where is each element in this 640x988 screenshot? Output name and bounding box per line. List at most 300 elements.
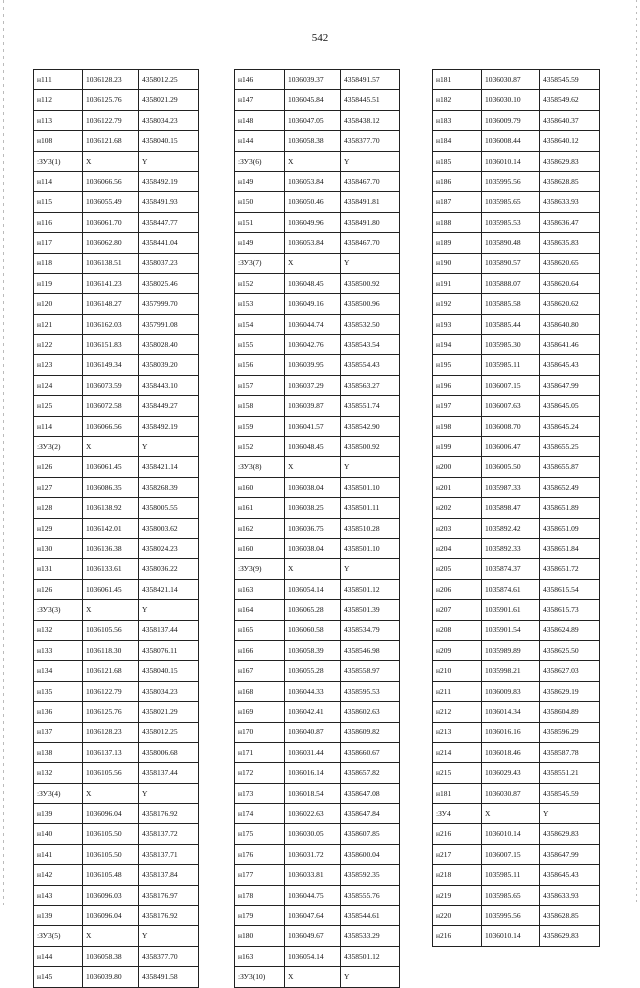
x-coordinate-cell: 1036036.75	[285, 518, 341, 538]
point-id-cell: н131	[34, 559, 83, 579]
point-id-cell: н188	[433, 212, 482, 232]
y-coordinate-cell: 4358491.57	[341, 70, 400, 90]
x-coordinate-cell: 1036105.50	[83, 824, 139, 844]
point-id-cell: н119	[34, 273, 83, 293]
table-row	[235, 946, 400, 966]
x-coordinate-cell: 1036072.58	[83, 396, 139, 416]
y-coordinate-cell: 4358633.93	[540, 885, 600, 905]
x-coordinate-cell: 1036054.14	[285, 946, 341, 966]
y-coordinate-cell: 4358441.04	[139, 233, 199, 253]
point-id-cell: н129	[34, 518, 83, 538]
table-row	[235, 702, 400, 722]
x-coordinate-cell: 1036162.03	[83, 314, 139, 334]
table-row	[34, 355, 199, 375]
point-id-cell: н171	[235, 742, 285, 762]
x-coordinate-cell: 1036008.70	[482, 416, 540, 436]
y-coordinate-cell: 4358447.77	[139, 212, 199, 232]
x-coordinate-cell: 1035874.37	[482, 559, 540, 579]
y-coordinate-cell: 4358607.85	[341, 824, 400, 844]
x-coordinate-cell: 1036138.92	[83, 498, 139, 518]
x-coordinate-cell: X	[83, 600, 139, 620]
point-id-cell: н193	[433, 314, 482, 334]
x-coordinate-cell: X	[83, 926, 139, 946]
point-id-cell: н130	[34, 538, 83, 558]
point-id-cell: н187	[433, 192, 482, 212]
table-row	[34, 253, 199, 273]
x-coordinate-cell: 1036038.04	[285, 538, 341, 558]
y-coordinate-cell: 4358501.12	[341, 579, 400, 599]
point-id-cell: н141	[34, 844, 83, 864]
x-coordinate-cell: 1036047.05	[285, 110, 341, 130]
y-coordinate-cell: 4358012.25	[139, 70, 199, 90]
table-row	[235, 600, 400, 620]
point-id-cell: н112	[34, 90, 83, 110]
x-coordinate-cell: 1036018.54	[285, 783, 341, 803]
x-coordinate-cell: 1036022.63	[285, 804, 341, 824]
table-row	[433, 498, 600, 518]
y-coordinate-cell: 4358629.83	[540, 824, 600, 844]
x-coordinate-cell: 1036042.41	[285, 702, 341, 722]
table-row	[34, 926, 199, 946]
point-id-cell: н204	[433, 538, 482, 558]
table-row	[433, 906, 600, 926]
point-id-cell: н121	[34, 314, 83, 334]
point-id-cell: н209	[433, 640, 482, 660]
table-row	[34, 661, 199, 681]
x-coordinate-cell: 1036048.45	[285, 437, 341, 457]
point-id-cell: :ЗУ3(10)	[235, 967, 285, 987]
x-coordinate-cell: X	[285, 253, 341, 273]
x-coordinate-cell: 1035890.48	[482, 233, 540, 253]
y-coordinate-cell: 4358176.92	[139, 906, 199, 926]
table-row	[34, 437, 199, 457]
point-id-cell: н163	[235, 579, 285, 599]
table-row	[433, 131, 600, 151]
table-row	[34, 742, 199, 762]
x-coordinate-cell: 1035985.11	[482, 355, 540, 375]
table-row	[433, 457, 600, 477]
x-coordinate-cell: 1036044.74	[285, 314, 341, 334]
y-coordinate-cell: 4358640.37	[540, 110, 600, 130]
y-coordinate-cell: 4358651.09	[540, 518, 600, 538]
x-coordinate-cell: 1035987.33	[482, 477, 540, 497]
table-row	[235, 314, 400, 334]
y-coordinate-cell: 4358620.65	[540, 253, 600, 273]
table-row	[34, 620, 199, 640]
y-coordinate-cell: 4358633.93	[540, 192, 600, 212]
table-row	[433, 681, 600, 701]
x-coordinate-cell: 1036038.25	[285, 498, 341, 518]
scan-edge-left	[3, 0, 4, 905]
x-coordinate-cell: 1035892.33	[482, 538, 540, 558]
table-row	[433, 314, 600, 334]
y-coordinate-cell: 4358467.70	[341, 233, 400, 253]
y-coordinate-cell: 4358421.14	[139, 457, 199, 477]
point-id-cell: н219	[433, 885, 482, 905]
y-coordinate-cell: 4358021.29	[139, 702, 199, 722]
y-coordinate-cell: 4358551.74	[341, 396, 400, 416]
y-coordinate-cell: 4358533.29	[341, 926, 400, 946]
point-id-cell: н146	[235, 70, 285, 90]
x-coordinate-cell: 1036086.35	[83, 477, 139, 497]
table-row	[433, 600, 600, 620]
table-row	[433, 233, 600, 253]
y-coordinate-cell: 4358615.54	[540, 579, 600, 599]
point-id-cell: н124	[34, 375, 83, 395]
x-coordinate-cell: X	[285, 457, 341, 477]
y-coordinate-cell: 4358076.11	[139, 640, 199, 660]
y-coordinate-cell: Y	[341, 559, 400, 579]
x-coordinate-cell: 1036010.14	[482, 926, 540, 946]
x-coordinate-cell: 1036062.80	[83, 233, 139, 253]
table-row	[235, 477, 400, 497]
table-row	[235, 661, 400, 681]
y-coordinate-cell: 4358647.84	[341, 804, 400, 824]
y-coordinate-cell: 4358532.50	[341, 314, 400, 334]
x-coordinate-cell: 1036039.95	[285, 355, 341, 375]
point-id-cell: н108	[34, 131, 83, 151]
y-coordinate-cell: 4358655.25	[540, 437, 600, 457]
point-id-cell: н144	[235, 131, 285, 151]
y-coordinate-cell: 4358501.10	[341, 538, 400, 558]
x-coordinate-cell: 1035985.53	[482, 212, 540, 232]
table-row	[433, 824, 600, 844]
x-coordinate-cell: 1036096.03	[83, 885, 139, 905]
table-row	[235, 131, 400, 151]
table-row	[34, 212, 199, 232]
x-coordinate-cell: 1036053.84	[285, 171, 341, 191]
table-row	[235, 437, 400, 457]
y-coordinate-cell: 4358491.58	[139, 967, 199, 987]
y-coordinate-cell: 4358655.87	[540, 457, 600, 477]
y-coordinate-cell: 4358545.59	[540, 70, 600, 90]
x-coordinate-cell: 1035995.56	[482, 906, 540, 926]
x-coordinate-cell: 1035995.56	[482, 171, 540, 191]
table-row	[235, 273, 400, 293]
x-coordinate-cell: 1036058.38	[83, 946, 139, 966]
y-coordinate-cell: 4358377.70	[139, 946, 199, 966]
table-row	[34, 640, 199, 660]
point-id-cell: :ЗУ4	[433, 804, 482, 824]
point-id-cell: н132	[34, 763, 83, 783]
point-id-cell: н163	[235, 946, 285, 966]
x-coordinate-cell: 1036151.83	[83, 335, 139, 355]
x-coordinate-cell: 1036049.67	[285, 926, 341, 946]
point-id-cell: н202	[433, 498, 482, 518]
x-coordinate-cell: 1036066.56	[83, 171, 139, 191]
point-id-cell: н118	[34, 253, 83, 273]
y-coordinate-cell: 4358036.22	[139, 559, 199, 579]
x-coordinate-cell: 1036142.01	[83, 518, 139, 538]
x-coordinate-cell: 1036010.14	[482, 824, 540, 844]
x-coordinate-cell: 1036133.61	[83, 559, 139, 579]
y-coordinate-cell: 4358501.39	[341, 600, 400, 620]
point-id-cell: н117	[34, 233, 83, 253]
table-row	[34, 70, 199, 90]
point-id-cell: :ЗУ3(5)	[34, 926, 83, 946]
table-row	[433, 742, 600, 762]
x-coordinate-cell: 1036006.47	[482, 437, 540, 457]
point-id-cell: н120	[34, 294, 83, 314]
point-id-cell: н126	[34, 579, 83, 599]
point-id-cell: н214	[433, 742, 482, 762]
x-coordinate-cell: 1035901.54	[482, 620, 540, 640]
point-id-cell: н183	[433, 110, 482, 130]
x-coordinate-cell: X	[83, 151, 139, 171]
y-coordinate-cell: 4358647.99	[540, 844, 600, 864]
table-row	[433, 783, 600, 803]
x-coordinate-cell: 1036037.29	[285, 375, 341, 395]
table-row	[34, 233, 199, 253]
y-coordinate-cell: 4358545.59	[540, 783, 600, 803]
table-row	[433, 171, 600, 191]
y-coordinate-cell: Y	[341, 457, 400, 477]
x-coordinate-cell: 1036039.37	[285, 70, 341, 90]
x-coordinate-cell: 1036136.38	[83, 538, 139, 558]
table-row	[433, 518, 600, 538]
y-coordinate-cell: 4358600.04	[341, 844, 400, 864]
table-row	[433, 579, 600, 599]
x-coordinate-cell: 1036058.38	[285, 131, 341, 151]
table-row	[433, 763, 600, 783]
point-id-cell: н207	[433, 600, 482, 620]
y-coordinate-cell: 4358443.10	[139, 375, 199, 395]
x-coordinate-cell: 1036033.81	[285, 865, 341, 885]
y-coordinate-cell: 4358628.85	[540, 171, 600, 191]
table-row	[433, 702, 600, 722]
x-coordinate-cell: 1036029.43	[482, 763, 540, 783]
table-row	[235, 416, 400, 436]
table-row	[34, 131, 199, 151]
table-row	[34, 702, 199, 722]
y-coordinate-cell: 4358647.99	[540, 375, 600, 395]
y-coordinate-cell: 4358554.43	[341, 355, 400, 375]
x-coordinate-cell: 1036066.56	[83, 416, 139, 436]
point-id-cell: н166	[235, 640, 285, 660]
y-coordinate-cell: 4358645.05	[540, 396, 600, 416]
table-row	[235, 355, 400, 375]
table-row	[235, 763, 400, 783]
table-row	[34, 416, 199, 436]
y-coordinate-cell: 4358592.35	[341, 865, 400, 885]
point-id-cell: н199	[433, 437, 482, 457]
x-coordinate-cell: 1036042.76	[285, 335, 341, 355]
point-id-cell: н116	[34, 212, 83, 232]
point-id-cell: :ЗУ3(1)	[34, 151, 83, 171]
x-coordinate-cell: 1036096.04	[83, 906, 139, 926]
x-coordinate-cell: 1036118.30	[83, 640, 139, 660]
y-coordinate-cell: 4358595.53	[341, 681, 400, 701]
point-id-cell: н216	[433, 926, 482, 946]
point-id-cell: н205	[433, 559, 482, 579]
x-coordinate-cell: 1036125.76	[83, 702, 139, 722]
x-coordinate-cell: X	[285, 559, 341, 579]
point-id-cell: н164	[235, 600, 285, 620]
y-coordinate-cell: 4358651.72	[540, 559, 600, 579]
table-row	[235, 396, 400, 416]
table-row	[235, 865, 400, 885]
point-id-cell: н218	[433, 865, 482, 885]
x-coordinate-cell: 1036060.58	[285, 620, 341, 640]
point-id-cell: н185	[433, 151, 482, 171]
y-coordinate-cell: 4358549.62	[540, 90, 600, 110]
scan-edge-right	[636, 0, 637, 905]
point-id-cell: н186	[433, 171, 482, 191]
point-id-cell: н217	[433, 844, 482, 864]
y-coordinate-cell: 4358645.24	[540, 416, 600, 436]
x-coordinate-cell: 1036125.76	[83, 90, 139, 110]
y-coordinate-cell: 4358641.46	[540, 335, 600, 355]
y-coordinate-cell: 4358651.89	[540, 498, 600, 518]
table-row	[433, 416, 600, 436]
point-id-cell: н212	[433, 702, 482, 722]
y-coordinate-cell: 4358028.40	[139, 335, 199, 355]
x-coordinate-cell: 1036045.84	[285, 90, 341, 110]
point-id-cell: н181	[433, 783, 482, 803]
point-id-cell: :ЗУ3(4)	[34, 783, 83, 803]
table-row	[433, 844, 600, 864]
point-id-cell: н168	[235, 681, 285, 701]
point-id-cell: н159	[235, 416, 285, 436]
table-row	[235, 90, 400, 110]
table-row	[235, 926, 400, 946]
x-coordinate-cell: 1036122.79	[83, 110, 139, 130]
x-coordinate-cell: 1036030.87	[482, 783, 540, 803]
point-id-cell: н147	[235, 90, 285, 110]
x-coordinate-cell: 1035985.65	[482, 192, 540, 212]
x-coordinate-cell: 1036030.10	[482, 90, 540, 110]
y-coordinate-cell: 4357991.08	[139, 314, 199, 334]
y-coordinate-cell: 4358421.14	[139, 579, 199, 599]
point-id-cell: н167	[235, 661, 285, 681]
table-row	[34, 804, 199, 824]
y-coordinate-cell: 4358546.98	[341, 640, 400, 660]
point-id-cell: н142	[34, 865, 83, 885]
y-coordinate-cell: 4358492.19	[139, 416, 199, 436]
table-row	[235, 967, 400, 987]
y-coordinate-cell: 4358467.70	[341, 171, 400, 191]
y-coordinate-cell: 4358645.43	[540, 865, 600, 885]
x-coordinate-cell: 1036031.72	[285, 844, 341, 864]
point-id-cell: н155	[235, 335, 285, 355]
x-coordinate-cell: 1035874.61	[482, 579, 540, 599]
x-coordinate-cell: 1036005.50	[482, 457, 540, 477]
x-coordinate-cell: 1036044.33	[285, 681, 341, 701]
table-row	[235, 579, 400, 599]
y-coordinate-cell: 4358627.03	[540, 661, 600, 681]
x-coordinate-cell: 1036137.13	[83, 742, 139, 762]
table-row	[34, 783, 199, 803]
table-row	[34, 600, 199, 620]
x-coordinate-cell: 1036049.16	[285, 294, 341, 314]
point-id-cell: н175	[235, 824, 285, 844]
x-coordinate-cell: 1036148.27	[83, 294, 139, 314]
y-coordinate-cell: 4358635.83	[540, 233, 600, 253]
table-row	[235, 824, 400, 844]
table-row	[433, 804, 600, 824]
point-id-cell: н182	[433, 90, 482, 110]
table-row	[34, 151, 199, 171]
x-coordinate-cell: 1036105.48	[83, 865, 139, 885]
table-row	[34, 518, 199, 538]
table-row	[235, 233, 400, 253]
point-id-cell: н152	[235, 437, 285, 457]
x-coordinate-cell: 1035985.11	[482, 865, 540, 885]
y-coordinate-cell: 4358377.70	[341, 131, 400, 151]
x-coordinate-cell: 1036049.96	[285, 212, 341, 232]
point-id-cell: н136	[34, 702, 83, 722]
table-row	[433, 396, 600, 416]
y-coordinate-cell: 4358021.29	[139, 90, 199, 110]
table-row	[433, 335, 600, 355]
point-id-cell: н139	[34, 906, 83, 926]
table-row	[433, 90, 600, 110]
point-id-cell: н149	[235, 171, 285, 191]
table-row	[235, 253, 400, 273]
table-row	[433, 192, 600, 212]
point-id-cell: :ЗУ3(8)	[235, 457, 285, 477]
table-row	[34, 865, 199, 885]
table-row	[235, 538, 400, 558]
x-coordinate-cell: 1036055.28	[285, 661, 341, 681]
y-coordinate-cell: 4358647.08	[341, 783, 400, 803]
table-row	[235, 151, 400, 171]
x-coordinate-cell: 1036039.80	[83, 967, 139, 987]
y-coordinate-cell: 4358645.43	[540, 355, 600, 375]
x-coordinate-cell: 1036009.83	[482, 681, 540, 701]
x-coordinate-cell: 1036040.87	[285, 722, 341, 742]
point-id-cell: н144	[34, 946, 83, 966]
page-number: 542	[311, 32, 329, 44]
point-id-cell: н189	[433, 233, 482, 253]
table-row	[433, 294, 600, 314]
y-coordinate-cell: Y	[341, 253, 400, 273]
point-id-cell: н173	[235, 783, 285, 803]
table-row	[34, 844, 199, 864]
y-coordinate-cell: 4358651.84	[540, 538, 600, 558]
point-id-cell: н157	[235, 375, 285, 395]
point-id-cell: :ЗУ3(9)	[235, 559, 285, 579]
x-coordinate-cell: 1035885.58	[482, 294, 540, 314]
y-coordinate-cell: 4358500.96	[341, 294, 400, 314]
y-coordinate-cell: 4358176.92	[139, 804, 199, 824]
table-row	[235, 681, 400, 701]
point-id-cell: н170	[235, 722, 285, 742]
point-id-cell: н123	[34, 355, 83, 375]
y-coordinate-cell: 4358660.67	[341, 742, 400, 762]
x-coordinate-cell: 1036007.63	[482, 396, 540, 416]
table-row	[34, 314, 199, 334]
point-id-cell: н122	[34, 335, 83, 355]
y-coordinate-cell: 4358137.44	[139, 763, 199, 783]
x-coordinate-cell: 1036096.04	[83, 804, 139, 824]
table-row	[34, 906, 199, 926]
y-coordinate-cell: 4358491.93	[139, 192, 199, 212]
x-coordinate-cell: 1035898.47	[482, 498, 540, 518]
point-id-cell: н162	[235, 518, 285, 538]
x-coordinate-cell: 1036121.68	[83, 131, 139, 151]
point-id-cell: н200	[433, 457, 482, 477]
point-id-cell: :ЗУ3(2)	[34, 437, 83, 457]
table-row	[34, 110, 199, 130]
x-coordinate-cell: 1035885.44	[482, 314, 540, 334]
x-coordinate-cell: 1036105.56	[83, 763, 139, 783]
y-coordinate-cell: 4358040.15	[139, 131, 199, 151]
table-row	[433, 865, 600, 885]
table-row	[34, 457, 199, 477]
point-id-cell: н158	[235, 396, 285, 416]
y-coordinate-cell: 4358492.19	[139, 171, 199, 191]
